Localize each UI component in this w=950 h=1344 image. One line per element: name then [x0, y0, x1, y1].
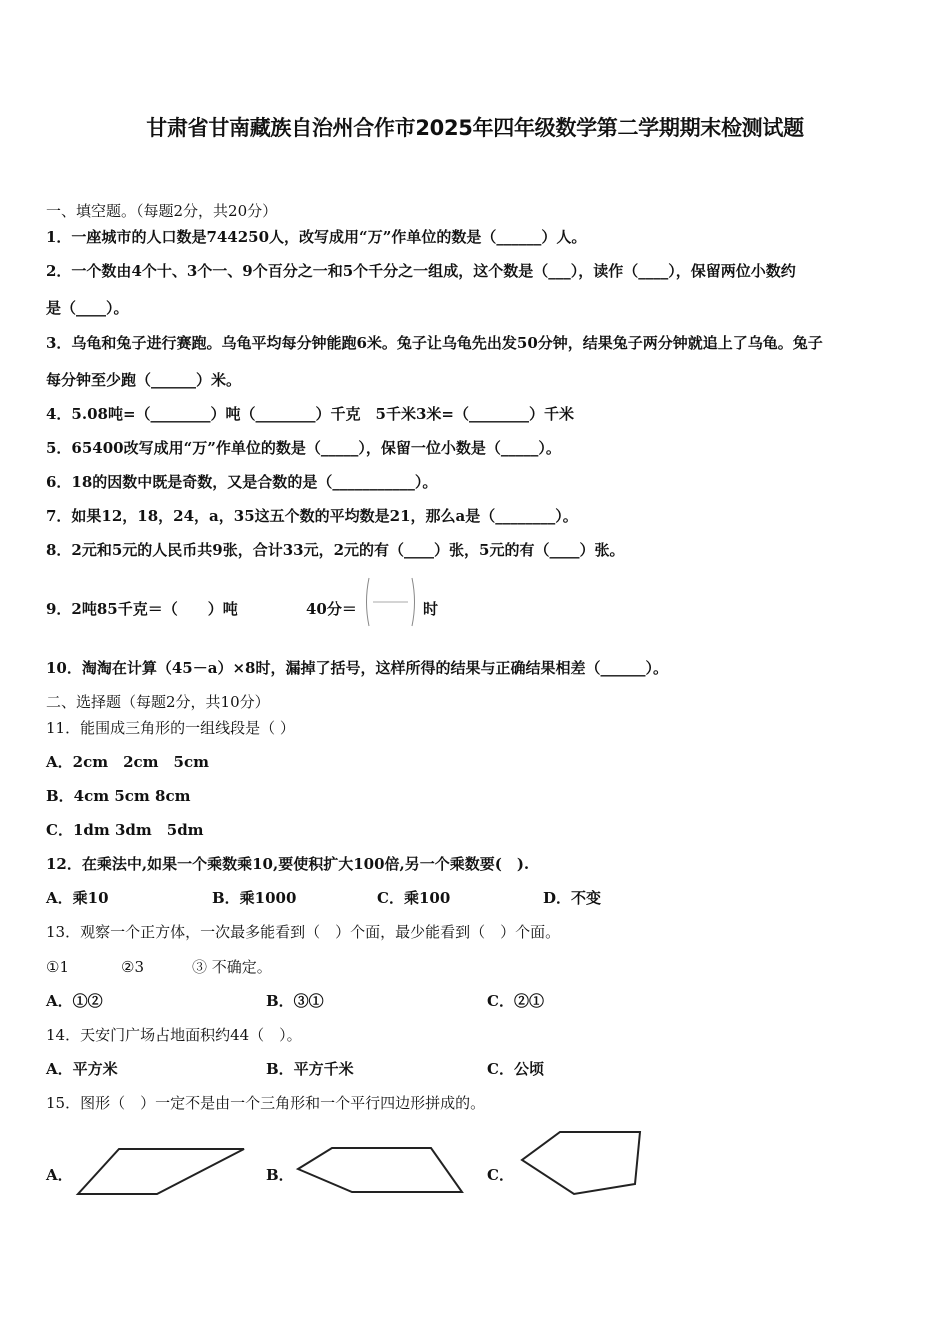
question-9-part1: 9．2吨85千克＝（ ）吨 — [46, 600, 238, 618]
question-9-part2: 40分＝ — [306, 600, 357, 618]
question-13-option-b: B．③① — [266, 992, 324, 1010]
question-15-option-c: C． — [487, 1166, 514, 1184]
question-14-option-b: B．平方千米 — [266, 1060, 354, 1078]
question-1: 1．一座城市的人口数是744250人，改写成用“万”作单位的数是（______）人。 — [46, 228, 587, 246]
question-13-option-a: A．①② — [46, 992, 103, 1010]
question-14-option-a: A．平方米 — [46, 1060, 118, 1078]
question-8: 8．2元和5元的人民币共9张，合计33元，2元的有（____）张，5元的有（____）张。 — [46, 541, 625, 559]
question-11-option-b: B．4cm 5cm 8cm — [46, 787, 191, 805]
question-13-choice-3: ③ 不确定。 — [192, 958, 272, 976]
question-13: 13．观察一个正方体，一次最多能看到（ ）个面，最少能看到（ ）个面。 — [46, 923, 561, 941]
page-title: 甘肃省甘南藏族自治州合作市2025年四年级数学第二学期期末检测试题 — [146, 116, 804, 140]
question-15-option-b: B． — [266, 1166, 294, 1184]
hexagon-figure — [294, 1145, 466, 1197]
question-15-option-a: A． — [46, 1166, 73, 1184]
question-11: 11．能围成三角形的一组线段是（ ） — [46, 719, 295, 737]
question-13-option-c: C．②① — [487, 992, 544, 1010]
question-3-line1: 3．乌龟和兔子进行赛跑。乌龟平均每分钟能跑6米。兔子让乌龟先出发50分钟，结果兔子两分钟就追上了乌龟。兔子 — [46, 334, 823, 352]
question-5: 5．65400改写成用“万”作单位的数是（_____），保留一位小数是（_____）。 — [46, 439, 561, 457]
question-12-option-a: A．乘10 — [46, 889, 109, 907]
question-14: 14．天安门广场占地面积约44（ ）。 — [46, 1026, 302, 1044]
question-12: 12．在乘法中,如果一个乘数乘10,要使积扩大100倍,另一个乘数要( ). — [46, 855, 530, 873]
question-7: 7．如果12，18，24，a，35这五个数的平均数是21，那么a是（________）。 — [46, 507, 578, 525]
question-13-choice-1: ①1 — [46, 958, 69, 976]
question-15: 15．图形（ ）一定不是由一个三角形和一个平行四边形拼成的。 — [46, 1094, 486, 1112]
question-14-option-c: C．公顷 — [487, 1060, 544, 1078]
question-2-line1: 2．一个数由4个十、3个一、9个百分之一和5个千分之一组成，这个数是（___），读作（____），保留两位小数约 — [46, 262, 796, 280]
question-4: 4．5.08吨=（________）吨（________）千克 5千米3米=（________）千米 — [46, 405, 574, 423]
question-6: 6．18的因数中既是奇数，又是合数的是（___________）。 — [46, 473, 438, 491]
question-2-line2: 是（____）。 — [46, 299, 129, 317]
fraction-blank-box — [363, 576, 418, 628]
question-12-option-b: B．乘1000 — [212, 889, 297, 907]
question-10: 10．淘淘在计算（45－a）×8时，漏掉了括号，这样所得的结果与正确结果相差（______）。 — [46, 659, 668, 677]
question-11-option-a: A．2cm 2cm 5cm — [46, 753, 209, 771]
question-3-line2: 每分钟至少跑（______）米。 — [46, 371, 242, 389]
question-12-option-c: C．乘100 — [377, 889, 451, 907]
question-11-option-c: C．1dm 3dm 5dm — [46, 821, 204, 839]
question-9-part3: 时 — [423, 600, 439, 618]
pentagon-figure — [518, 1128, 644, 1198]
section-heading-fill-blank: 一、填空题。（每题2分，共20分） — [46, 202, 278, 220]
question-12-option-d: D．不变 — [543, 889, 602, 907]
parallelogram-figure — [74, 1145, 249, 1197]
section-heading-multiple-choice: 二、选择题（每题2分，共10分） — [46, 693, 270, 711]
question-13-choice-2: ②3 — [121, 958, 144, 976]
